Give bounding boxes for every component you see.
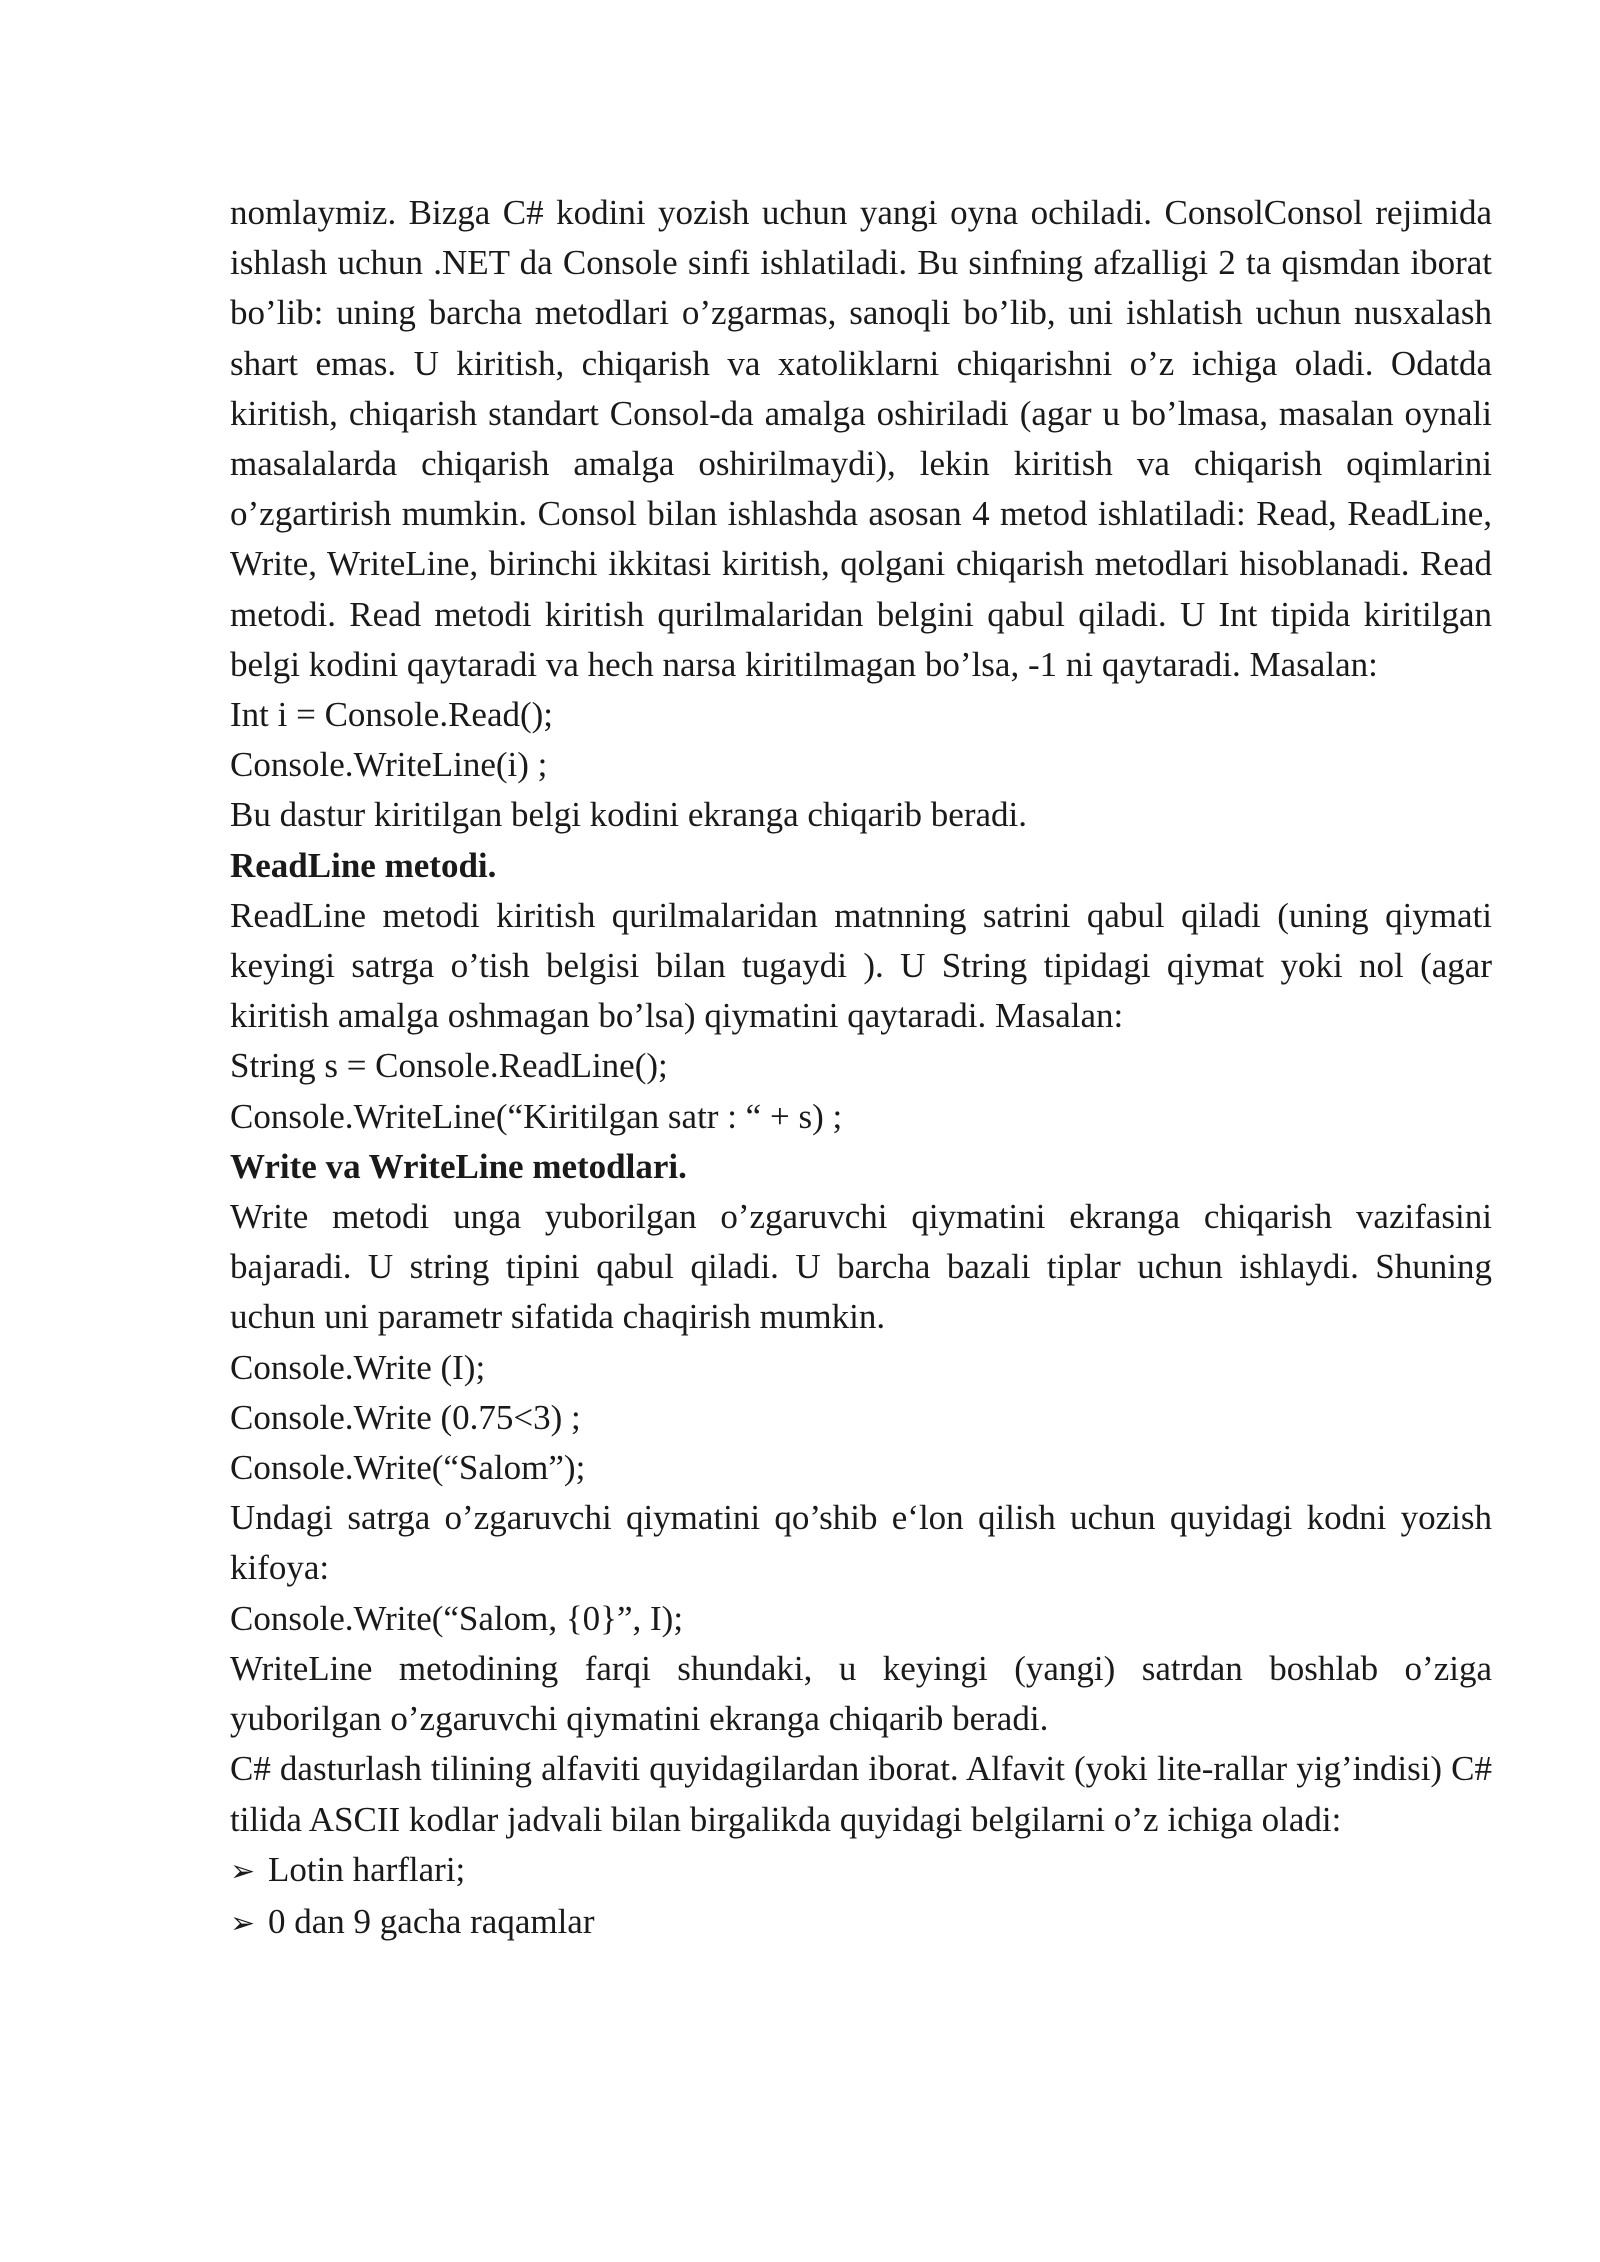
bullet-text: 0 dan 9 gacha raqamlar [268,1901,595,1941]
arrowhead-bullet-icon: ➢ [230,1854,256,1888]
body-paragraph: WriteLine metodining farqi shundaki, u keyingi (yangi) satrdan boshlab o’ziga yuborilgan o’zgaruvchi qiymatini ekranga chiqarib beradi. [230,1648,1492,1739]
code-line: Console.Write (I); [230,1347,486,1387]
arrowhead-bullet-icon: ➢ [230,1906,256,1940]
bullet-item [230,1845,1492,1897]
section-heading: ReadLine metodi. [230,845,497,885]
body-paragraph: nomlaymiz. Bizga C# kodini yozish uchun yangi oyna ochiladi. ConsolConsol rejimida ishlash uchun .NET da Console sinfi ishlatiladi. Bu sinfning afzalligi 2 ta qismdan iborat bo’lib: uning barcha metodlari o’zgarmas, sanoqli bo’lib, uni ishlatish uchun nusxalash shart emas. U kiritish, chiqarish va xatoliklarni chiqarishni o’z ichiga oladi. Odatda kiritish, chiqarish standart Consol-da amalga oshiriladi (agar u bo’lmasa, masalan oynali masalalarda chiqarish amalga oshirilmaydi), lekin kiritish va chiqarish oqimlarini o’zgartirish mumkin. Consol bilan ishlashda asosan 4 metod ishlatiladi: Read, ReadLine, Write, WriteLine, birinchi ikkitasi kiritish, qolgani chiqarish metodlari hisoblanadi. Read metodi. Read metodi kiritish qurilmalaridan belgini qabul qiladi. U Int tipida kiritilgan belgi kodini qaytaradi va hech narsa kiritilmagan bo’lsa, -1 ni qaytaradi. Masalan: [230,193,1492,684]
code-line: Console.Write(“Salom, {0}”, I); [230,1598,684,1638]
code-line: Console.WriteLine(“Kiritilgan satr : “ + s) ; [230,1096,843,1136]
body-paragraph: Write metodi unga yuborilgan o’zgaruvchi qiymatini ekranga chiqarish vazifasini bajaradi. U string tipini qabul qiladi. U barcha bazali tiplar uchun ishlaydi. Shuning uchun uni parametr sifatida chaqirish mumkin. [230,1197,1492,1337]
code-line: Console.WriteLine(i) ; [230,745,548,785]
section-heading: Write va WriteLine metodlari. [230,1146,687,1186]
document-page [230,188,1492,1949]
code-line: String s = Console.ReadLine(); [230,1046,668,1086]
code-line: Console.Write(“Salom”); [230,1448,586,1488]
body-paragraph: Undagi satrga o’zgaruvchi qiymatini qo’shib e‘lon qilish uchun quyidagi kodni yozish kifoya: [230,1498,1492,1588]
body-paragraph: ReadLine metodi kiritish qurilmalaridan matnning satrini qabul qiladi (uning qiymati keyingi satrga o’tish belgisi bilan tugaydi ). U String tipidagi qiymat yoki nol (agar kiritish amalga oshmagan bo’lsa) qiymatini qaytaradi. Masalan: [230,895,1492,1036]
bullet-item [230,1897,1492,1949]
code-line: Int i = Console.Read(); [230,695,554,735]
body-paragraph: C# dasturlash tilining alfaviti quyidagilardan iborat. Alfavit (yoki lite-rallar yig’indisi) C# tilida ASCII kodlar jadvali bilan birgalikda quyidagi belgilarni o’z ichiga oladi: [230,1749,1492,1839]
code-line: Console.Write (0.75<3) ; [230,1397,581,1437]
bullet-text: Lotin harflari; [268,1849,466,1889]
body-paragraph: Bu dastur kiritilgan belgi kodini ekranga chiqarib beradi. [230,795,1028,835]
